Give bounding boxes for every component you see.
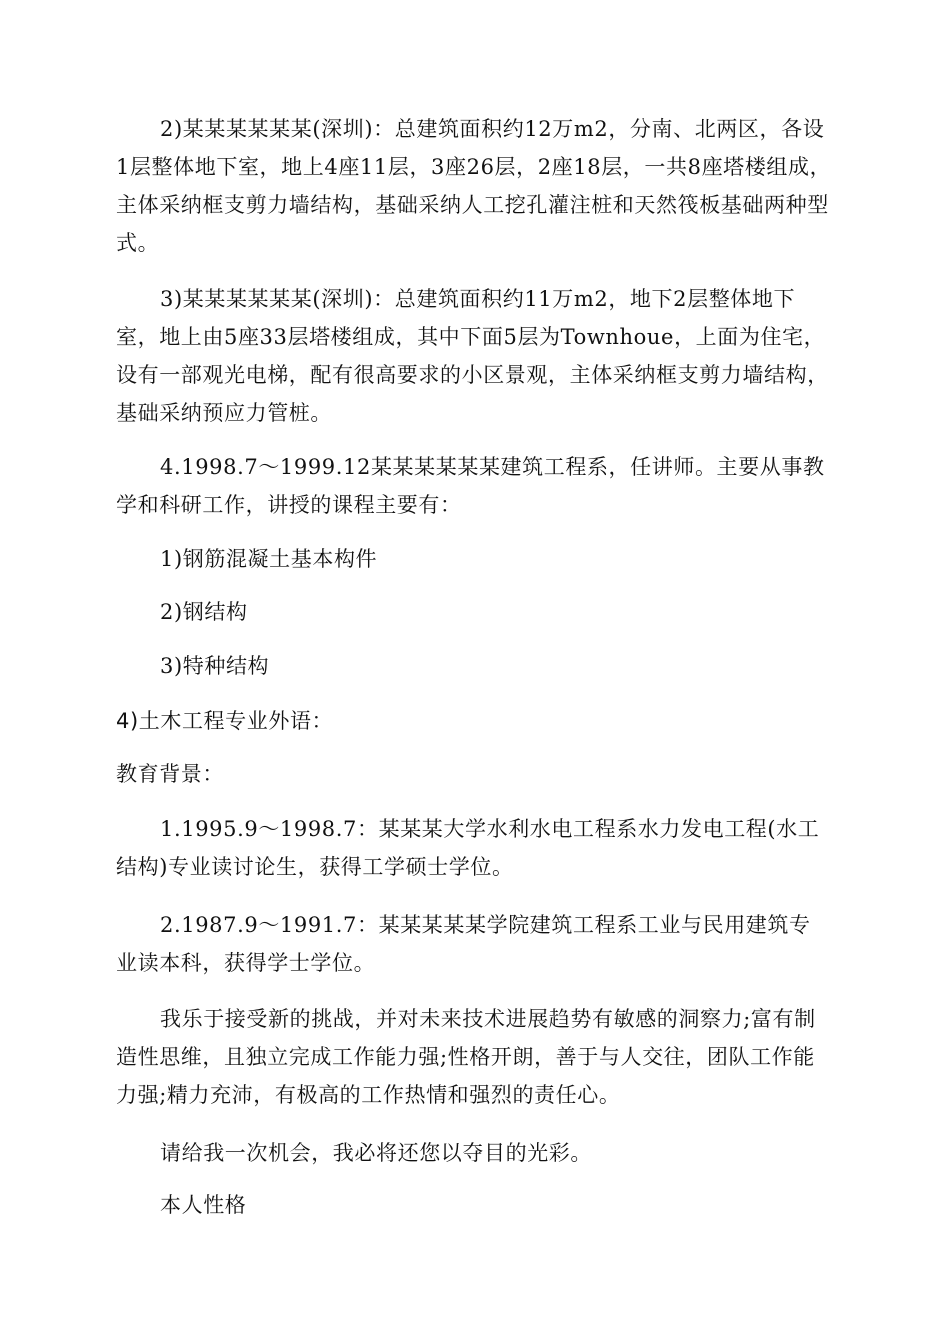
course-item-2: 2)钢结构 [160,600,248,624]
course-item-3: 3)特种结构 [160,654,270,678]
education-item-2: 2.1987.9～1991.7：某某某某某学院建筑工程系工业与民用建筑专业读本科，获得学士学位。 [116,913,811,975]
education-heading: 教育背景： [116,762,224,786]
paragraph-teaching-experience: 4.1998.7～1999.12某某某某某某建筑工程系，任讲师。主要从事教学和科研工作，讲授的课程主要有： [116,455,825,517]
paragraph-project-3: 3)某某某某某某(深圳)：总建筑面积约11万m2，地下2层整体地下室，地上由5座33层塔楼组成，其中下面5层为Townhoue，上面为住宅，设有一部观光电梯，配有很高要求的小区景观，主体采纳框支剪力墙结构，基础采纳预应力管桩。 [116,287,829,425]
self-assessment: 我乐于接受新的挑战，并对未来技术进展趋势有敏感的洞察力;富有制造性思维，且独立完成工作能力强;性格开朗，善于与人交往，团队工作能力强;精力充沛，有极高的工作热情和强烈的责任心。 [116,1007,816,1107]
course-item-1: 1)钢筋混凝土基本构件 [160,547,378,571]
paragraph-project-2: 2)某某某某某某(深圳)：总建筑面积约12万m2，分南、北两区，各设1层整体地下室，地上4座11层，3座26层，2座18层，一共8座塔楼组成，主体采纳框支剪力墙结构，基础采纳人工挖孔灌注桩和天然筏板基础两种型式。 [116,117,832,255]
personality-heading: 本人性格 [160,1193,247,1217]
course-item-4-text: 4)土木工程专业外语： [116,709,334,733]
course-item-4 [116,702,832,740]
education-item-1: 1.1995.9～1998.7：某某某大学水利水电工程系水力发电工程(水工结构)专业读讨论生，获得工学硕士学位。 [116,817,820,879]
closing-statement: 请给我一次机会，我必将还您以夺目的光彩。 [160,1141,592,1165]
